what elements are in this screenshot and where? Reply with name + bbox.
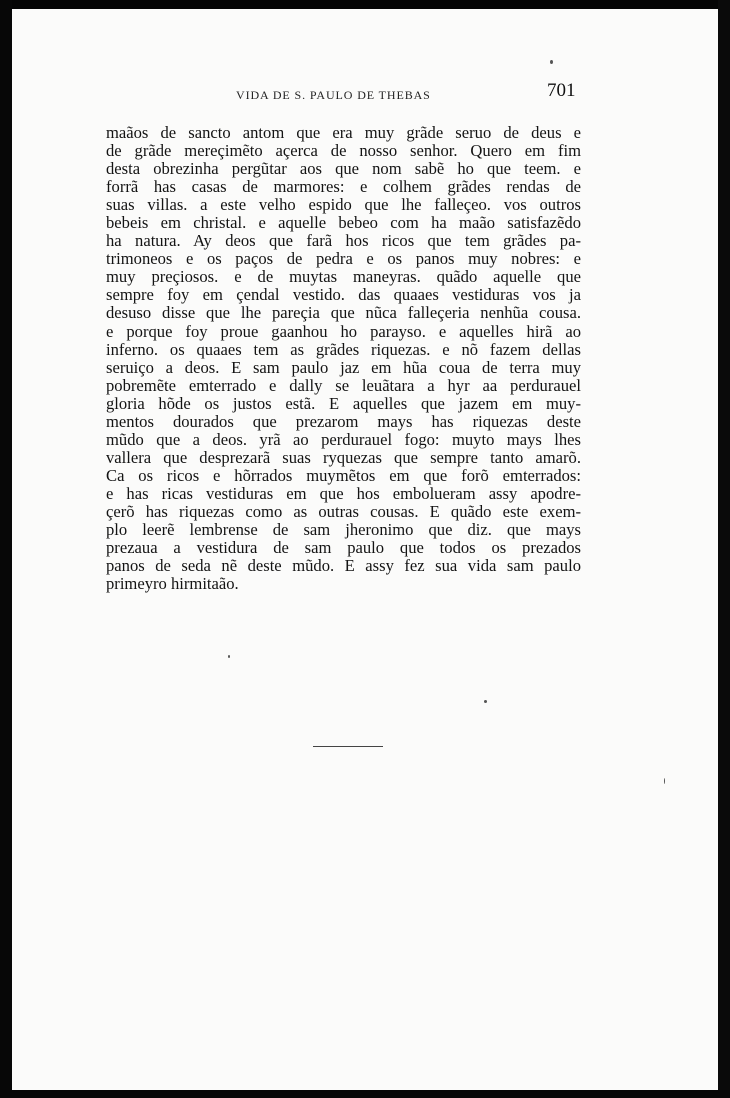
body-text (106, 124, 581, 593)
scan-border-bottom (0, 1090, 730, 1098)
text-line: pobremẽte emterrado e dally se leuãtara a hyr aa perdurauel (106, 375, 581, 395)
text-line: prezaua a vestidura de sam paulo que todos os prezados (106, 538, 581, 558)
text-line: sempre foy em çendal vestido. das quaaes vestiduras vos ja (106, 285, 581, 305)
scan-border-top (0, 0, 730, 9)
text-line: Ca os ricos e hõrrados muymẽtos em que forõ emterrados: (106, 465, 581, 485)
text-line: suas villas. a este velho espido que lhe falleçeo. vos outros (106, 195, 581, 215)
text-line: ha natura. Ay deos que farã hos ricos que tem grãdes pa- (106, 231, 581, 251)
text-line: gloria hõde os justos estã. E aquelles que jazem em muy- (106, 393, 581, 413)
closing-rule (313, 746, 383, 747)
scan-border-left (0, 0, 12, 1098)
text-line: e has ricas vestiduras em que hos embolueram assy apodre- (106, 483, 581, 503)
page-number: 701 (547, 80, 576, 101)
text-line: trimoneos e os paços de pedra e os panos muy nobres: e (106, 249, 581, 269)
text-line: maãos de sancto antom que era muy grãde seruo de deus e (106, 123, 581, 142)
scan-speck (664, 778, 665, 784)
text-line: vallera que desprezarã suas ryquezas que sempre tanto amarõ. (106, 447, 581, 467)
scan-speck (228, 655, 230, 658)
text-line: desuso disse que lhe pareçia que nũca falleçeria nenhũa cousa. (106, 303, 581, 323)
text-line: inferno. os quaaes tem as grãdes riquezas. e nõ fazem dellas (106, 339, 581, 359)
scan-speck (550, 60, 553, 64)
text-line: plo leerẽ lembrense de sam jheronimo que diz. que mays (106, 520, 581, 540)
text-line: muy preçiosos. e de muytas maneyras. quãdo aquelle que (106, 267, 581, 287)
text-line: desta obrezinha pergũtar aos que nom sabẽ ho que teem. e (106, 159, 581, 179)
scan-speck (484, 700, 487, 703)
text-line: primeyro hirmitaão. (106, 574, 239, 594)
text-line: e porque foy proue gaanhou ho parayso. e aquelles hirã ao (106, 321, 581, 341)
text-line: de grãde mereçimẽto açerca de nosso senhor. Quero em fim (106, 141, 581, 161)
scan-border-right (718, 0, 730, 1098)
text-line: mũdo que a deos. yrã ao perdurauel fogo: muyto mays lhes (106, 429, 581, 449)
text-line: forrã has casas de marmores: e colhem grãdes rendas de (106, 177, 581, 197)
text-line: çerõ has riquezas como as outras cousas. E quãdo este exem- (106, 501, 581, 521)
text-line: panos de seda nẽ deste mũdo. E assy fez sua vida sam paulo (106, 556, 581, 576)
text-line: bebeis em christal. e aquelle bebeo com ha maão satisfazẽdo (106, 213, 581, 233)
running-title: VIDA DE S. PAULO DE THEBAS (236, 88, 431, 102)
text-line: mentos dourados que prezarom mays has riquezas deste (106, 411, 581, 431)
text-line: seruiço a deos. E sam paulo jaz em hũa coua de terra muy (106, 357, 581, 377)
